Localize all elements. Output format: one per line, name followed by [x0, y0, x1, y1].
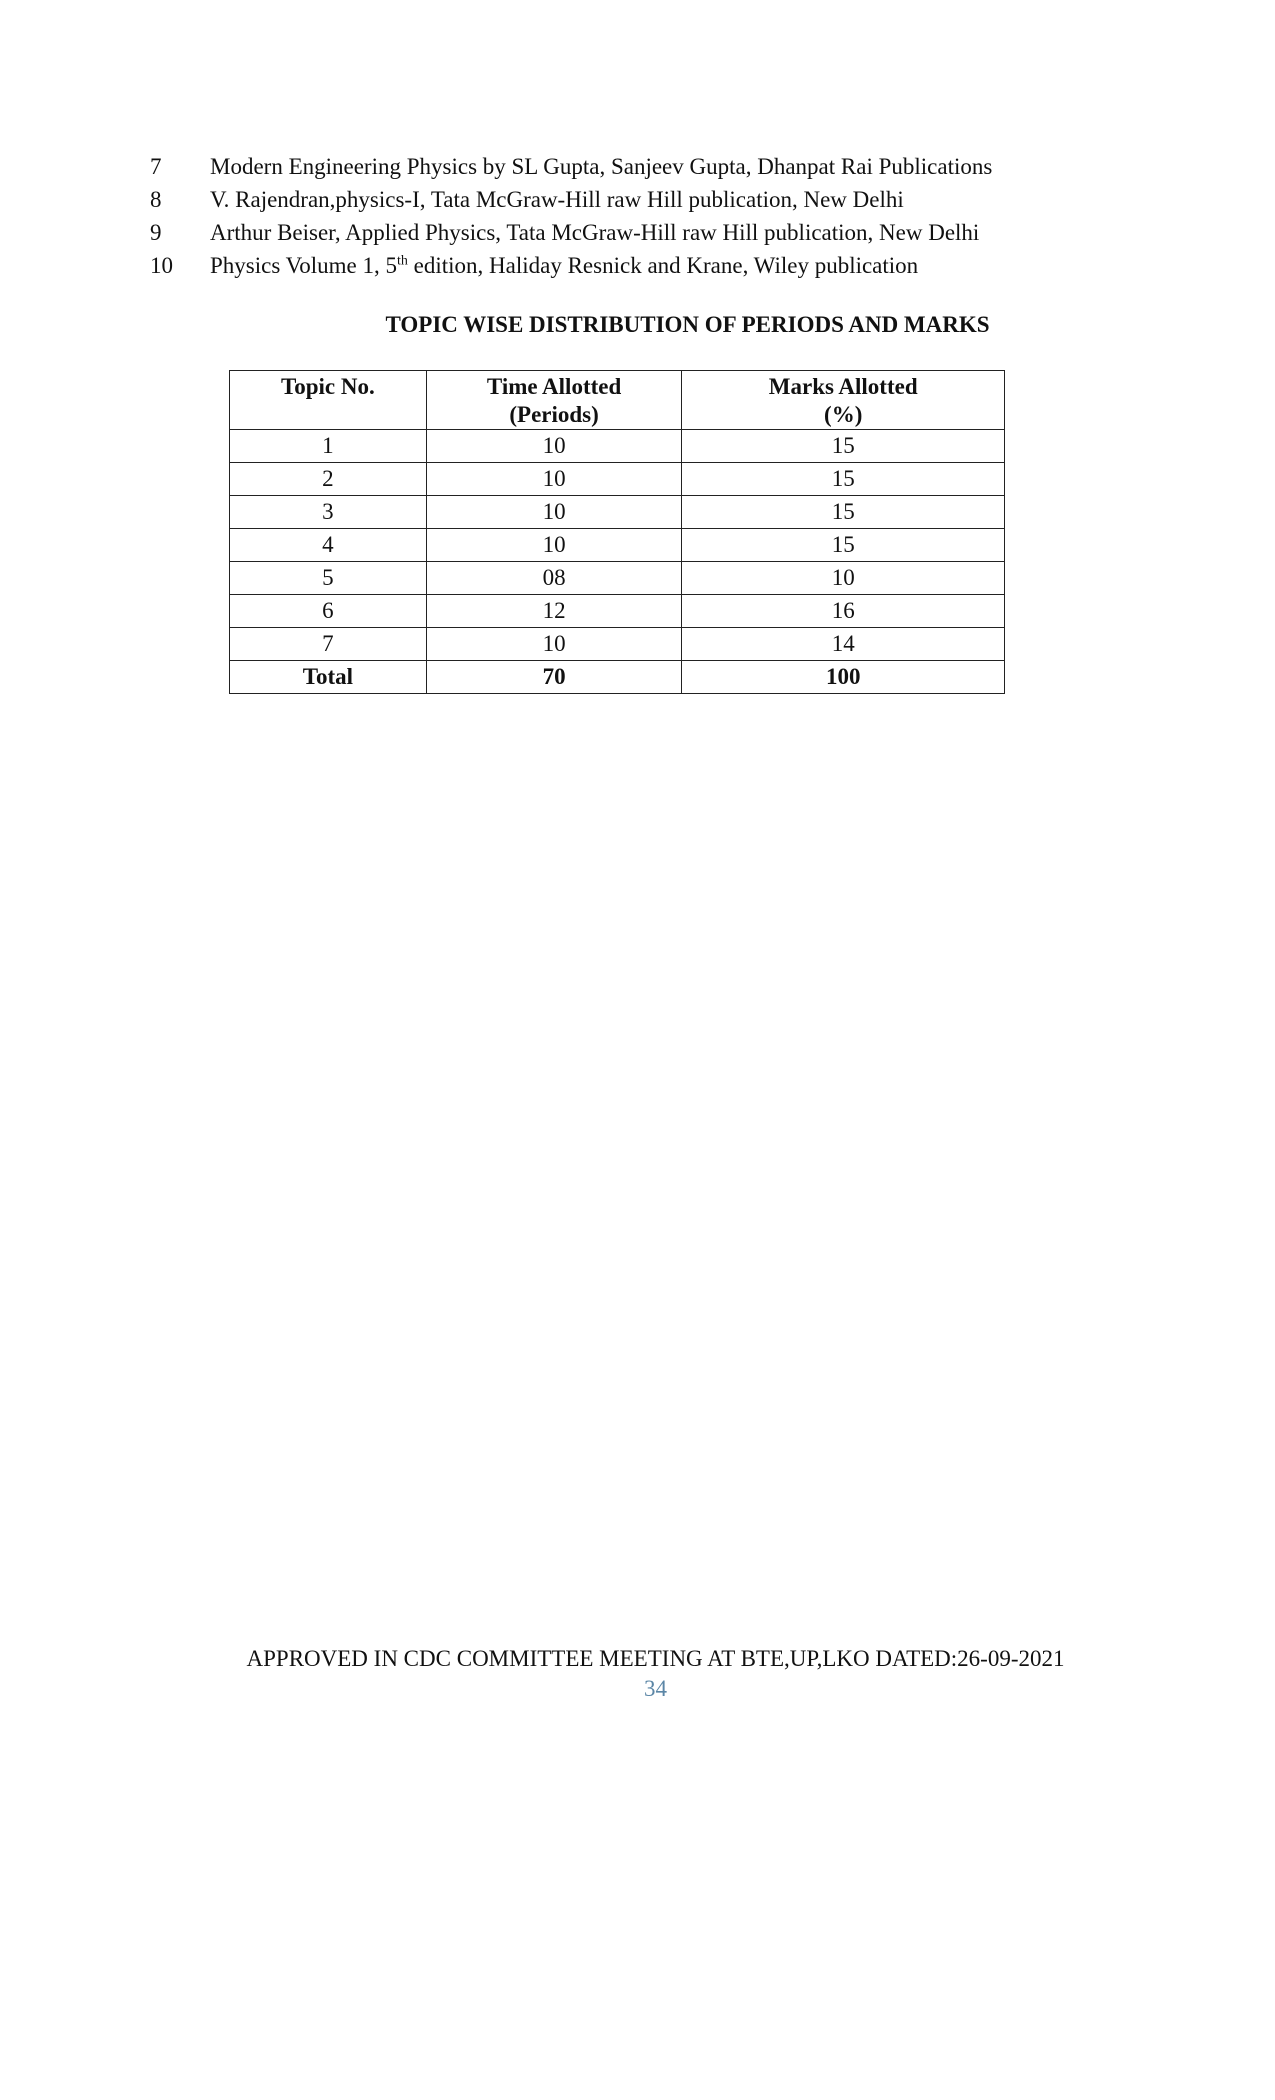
distribution-table [229, 370, 1005, 694]
reference-item [150, 249, 1150, 282]
table-row [230, 463, 1005, 496]
reference-text: Modern Engineering Physics by SL Gupta, Sanjeev Gupta, Dhanpat Rai Publications [210, 154, 993, 179]
cell-periods: 10 [426, 628, 682, 661]
table-row [230, 529, 1005, 562]
cell-total-marks: 100 [682, 661, 1005, 694]
cell-periods: 12 [426, 595, 682, 628]
reference-number: 9 [150, 220, 162, 245]
cell-periods: 10 [426, 463, 682, 496]
table-total-row [230, 661, 1005, 694]
cell-topic: 3 [230, 496, 427, 529]
cell-periods: 10 [426, 529, 682, 562]
cell-topic: 7 [230, 628, 427, 661]
cell-periods: 08 [426, 562, 682, 595]
reference-number: 10 [150, 253, 173, 278]
cell-marks: 15 [682, 496, 1005, 529]
table-row [230, 628, 1005, 661]
cell-periods: 10 [426, 496, 682, 529]
reference-number: 8 [150, 187, 162, 212]
table-row [230, 595, 1005, 628]
cell-total-label: Total [230, 661, 427, 694]
reference-text [210, 249, 918, 282]
table-row [230, 430, 1005, 463]
cell-topic: 2 [230, 463, 427, 496]
cell-periods: 10 [426, 430, 682, 463]
reference-item [150, 183, 1150, 216]
cell-marks: 15 [682, 463, 1005, 496]
cell-topic: 1 [230, 430, 427, 463]
reference-superscript: th [397, 253, 408, 269]
cell-marks: 10 [682, 562, 1005, 595]
cell-marks: 15 [682, 430, 1005, 463]
reference-item [150, 150, 1150, 183]
reference-text-part: edition, Haliday Resnick and Krane, Wiley publication [407, 253, 919, 278]
cell-marks: 14 [682, 628, 1005, 661]
cell-topic: 4 [230, 529, 427, 562]
reference-text: V. Rajendran,physics-I, Tata McGraw-Hill raw Hill publication, New Delhi [210, 187, 904, 212]
header-topic-no: Topic No. [230, 371, 427, 430]
cell-total-periods: 70 [426, 661, 682, 694]
cell-topic: 5 [230, 562, 427, 595]
section-title: TOPIC WISE DISTRIBUTION OF PERIODS AND MARKS [385, 312, 990, 337]
reference-number: 7 [150, 154, 162, 179]
cell-marks: 16 [682, 595, 1005, 628]
header-marks-allotted: Marks Allotted (%) [682, 371, 1005, 430]
cell-marks: 15 [682, 529, 1005, 562]
reference-text: Arthur Beiser, Applied Physics, Tata McGraw-Hill raw Hill publication, New Delhi [210, 220, 980, 245]
table-row [230, 496, 1005, 529]
reference-list [150, 150, 1150, 282]
table-header-row [230, 371, 1005, 430]
reference-item [150, 216, 1150, 249]
page-number: 34 [644, 1676, 667, 1701]
approval-footer: APPROVED IN CDC COMMITTEE MEETING AT BTE,UP,LKO DATED:26-09-2021 [246, 1646, 1065, 1671]
header-time-allotted: Time Allotted (Periods) [426, 371, 682, 430]
reference-text-part: Physics Volume 1, 5 [210, 253, 398, 278]
cell-topic: 6 [230, 595, 427, 628]
table-row [230, 562, 1005, 595]
